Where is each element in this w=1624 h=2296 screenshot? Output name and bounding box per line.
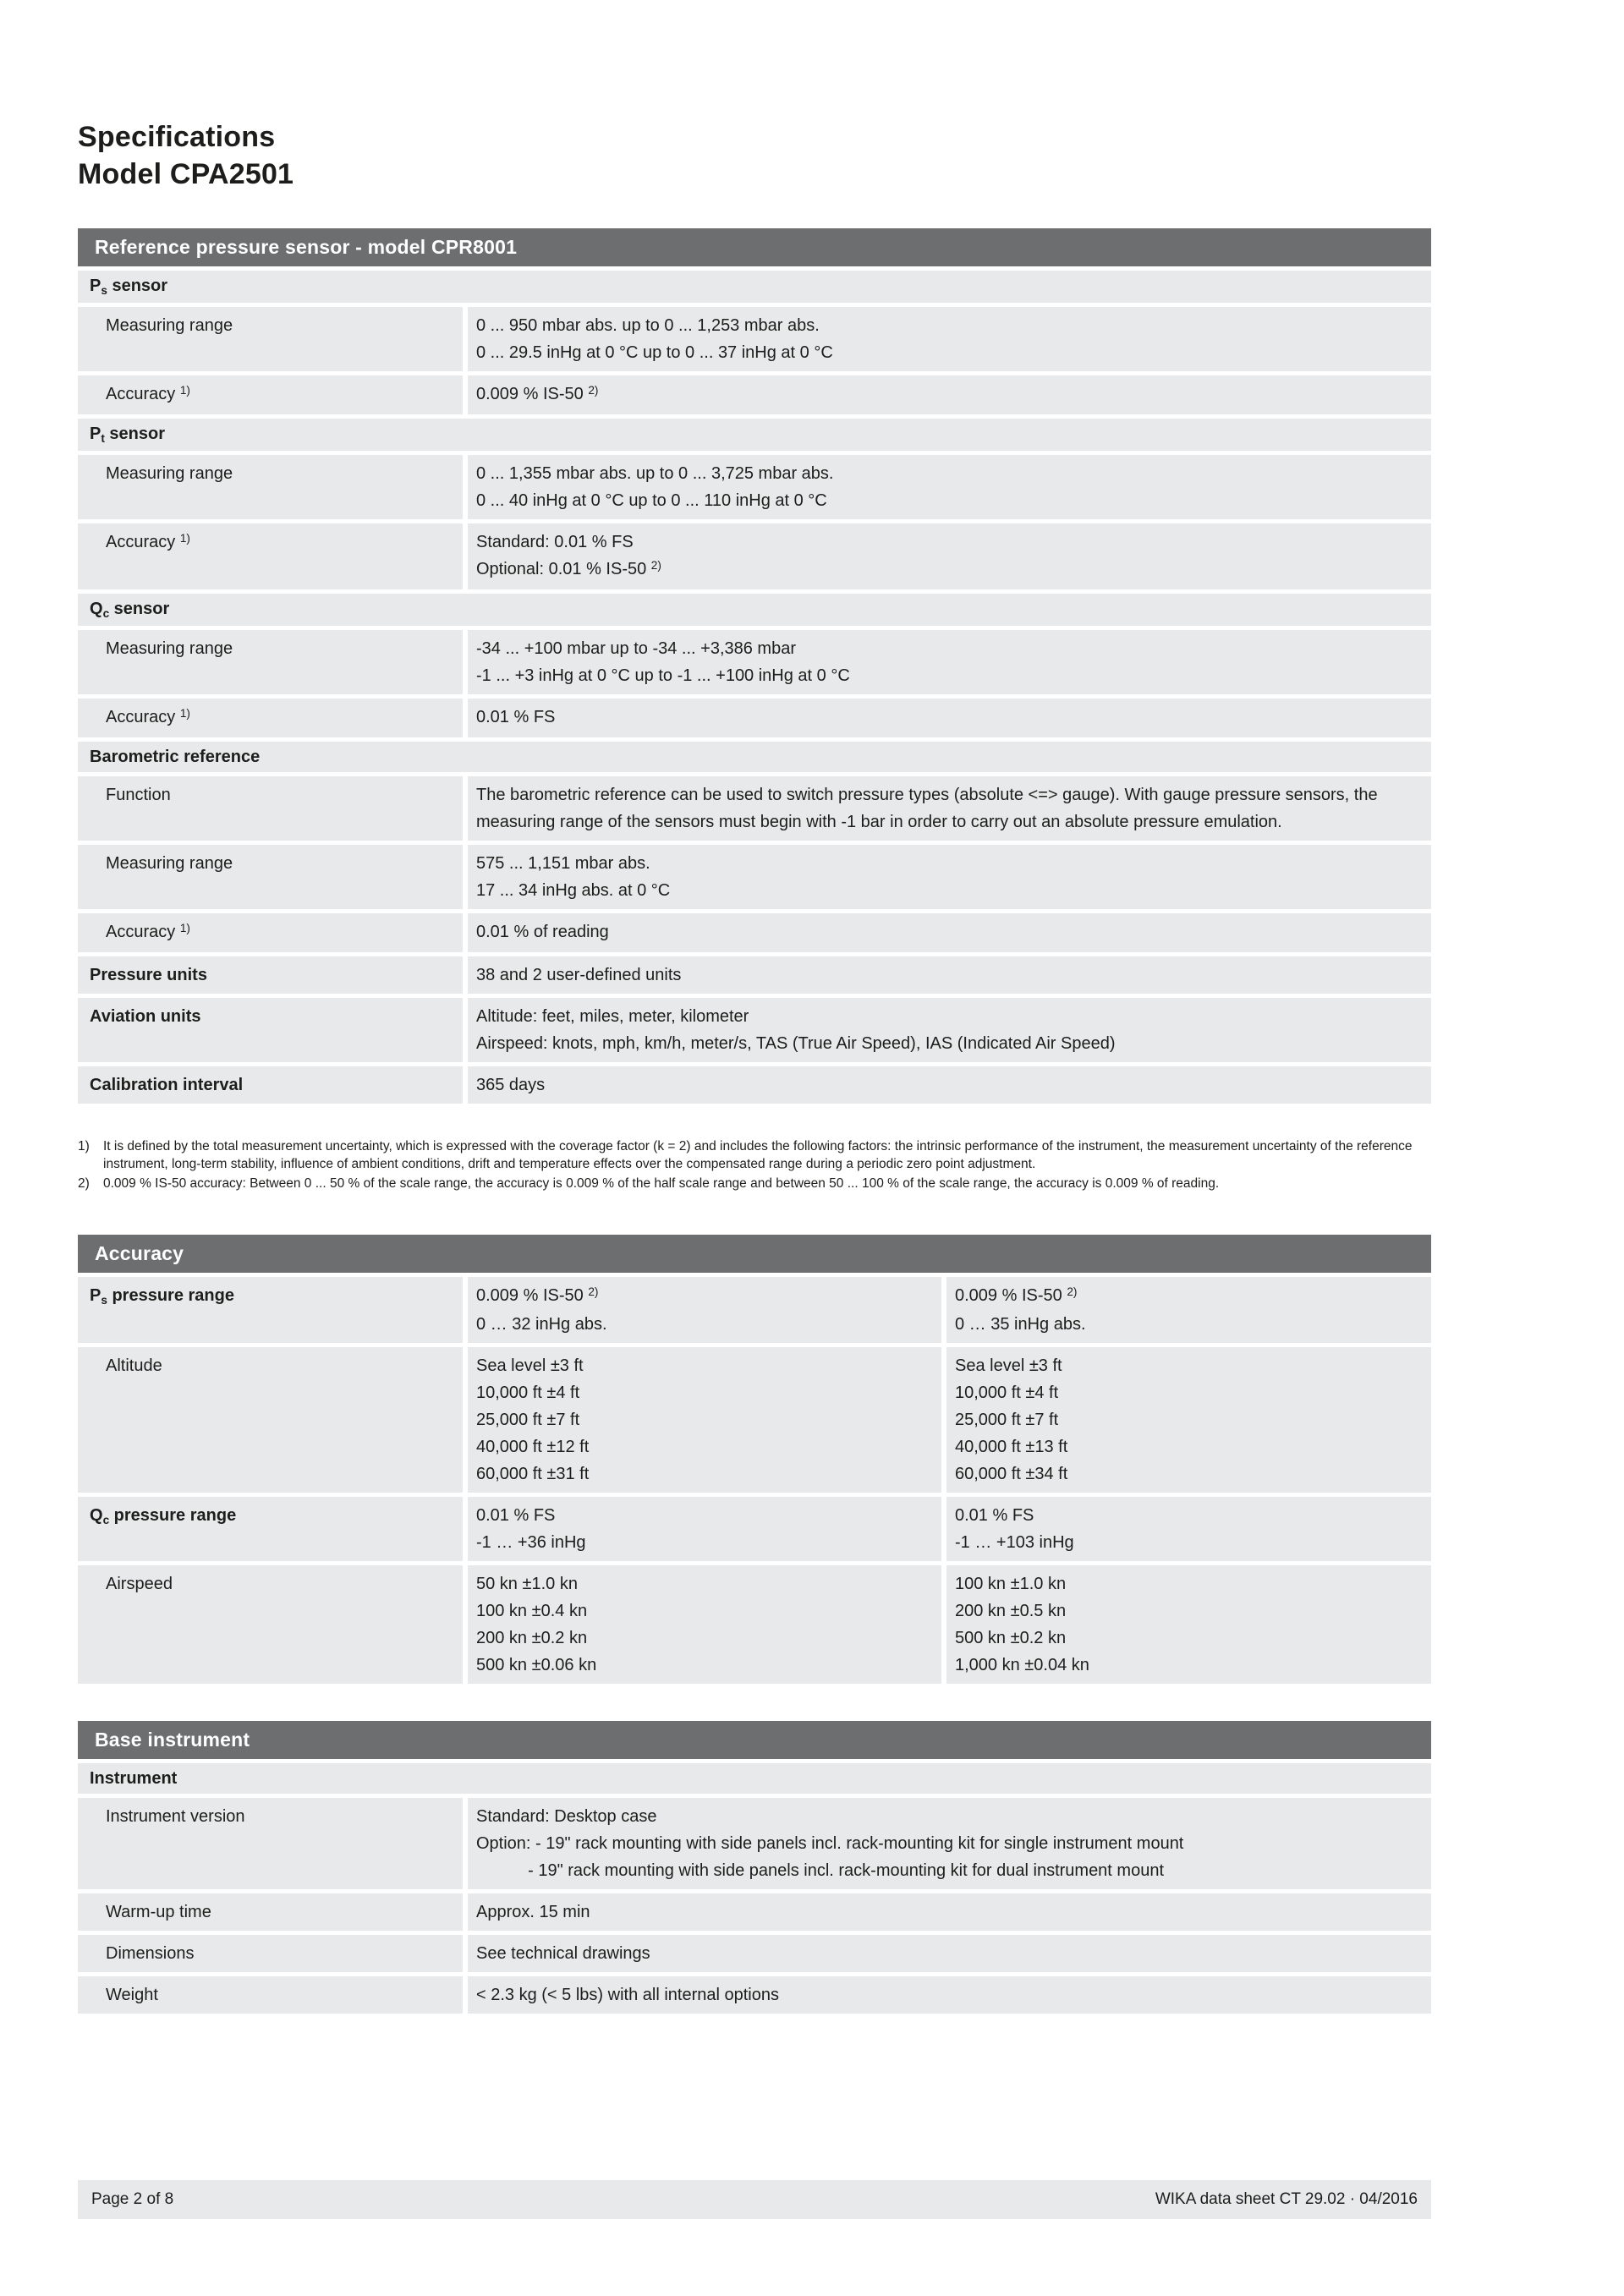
spec-value: < 2.3 kg (< 5 lbs) with all internal options [468,1976,1431,2014]
spec-label: Accuracy $^{1)}$ [78,699,463,737]
spec-value: 0 ... 950 mbar abs. up to 0 ... 1,253 mbar abs. 0 ... 29.5 inHg at 0 °C up to 0 ... 37 inHg at 0 °C [468,307,1431,371]
footnote-text: 0.009 % IS-50 accuracy: Between 0 ... 50 % of the scale range, the accuracy is 0.009 % of the half scale range and between 50 ... 100 % of the scale range, the accuracy is 0.009 % of reading. [103,1176,1220,1192]
table-row [78,1893,1431,1931]
spec-value: The barometric reference can be used to switch pressure types (absolute <=> gauge). With gauge pressure sensors, the measuring range of the sensors must begin with -1 bar in order to carry out an absolute pressure emulation. [468,776,1431,841]
table-row [78,1066,1431,1104]
spec-label: Accuracy $^{1)}$ [78,523,463,589]
spec-value: 0.01 % of reading [468,913,1431,952]
table-section-row [78,419,1431,451]
spec-label: Measuring range [78,307,463,371]
section-label: Barometric reference [78,742,1431,772]
spec-value: See technical drawings [468,1935,1431,1972]
table-section-row [78,594,1431,626]
table-row [78,1497,1431,1561]
table-row [78,1976,1431,2014]
spec-label: Measuring range [78,630,463,694]
footnote [78,1175,1431,1192]
spec-value: 0.009 % IS-50 $^{2)}$ 0 … 35 inHg abs. [946,1277,1431,1343]
section-label: $P_t$ sensor [78,419,1431,451]
spec-label: Calibration interval [78,1066,463,1104]
spec-value: 0.009 % IS-50 $^{2)}$ 0 … 32 inHg abs. [468,1277,941,1343]
footnote-text: It is defined by the total measurement uncertainty, which is expressed with the coverage factor (k = 2) and includes the following factors: the intrinsic performance of the instrument, the measurement uncertainty of the reference instrument, long-term stability, influence of ambient conditions, drift and temperature effects over the compensated range during a periodic zero point adjustment. [103,1139,1413,1172]
spec-value: -34 ... +100 mbar up to -34 ... +3,386 mbar -1 ... +3 inHg at 0 °C up to -1 ... +100 inHg at 0 °C [468,630,1431,694]
spec-value: Altitude: feet, miles, meter, kilometer Airspeed: knots, mph, km/h, meter/s, TAS (True Air Speed), IAS (Indicated Air Speed) [468,998,1431,1062]
section-label: $P_s$ sensor [78,271,1431,303]
spec-value: 0.009 % IS-50 $^{2)}$ [468,375,1431,414]
section-label: Instrument [78,1763,1431,1794]
spec-value: 0 ... 1,355 mbar abs. up to 0 ... 3,725 mbar abs. 0 ... 40 inHg at 0 °C up to 0 ... 110 inHg at 0 °C [468,455,1431,519]
page-footer [78,2180,1431,2219]
spec-value: Approx. 15 min [468,1893,1431,1931]
spec-label: Pressure units [78,956,463,994]
spec-table-reference-pressure-sensor [78,228,1431,1104]
table-row [78,307,1431,371]
spec-value: 38 and 2 user-defined units [468,956,1431,994]
spec-value: 0.01 % FS -1 … +36 inHg [468,1497,941,1561]
table-row [78,956,1431,994]
spec-label: Function [78,776,463,841]
table-row [78,776,1431,841]
spec-label: Accuracy $^{1)}$ [78,913,463,952]
table-row [78,1935,1431,1972]
spec-value: 0.01 % FS [468,699,1431,737]
spec-value: 100 kn ±1.0 kn 200 kn ±0.5 kn 500 kn ±0.2 kn 1,000 kn ±0.04 kn [946,1565,1431,1684]
table-row [78,375,1431,414]
spec-label: Measuring range [78,455,463,519]
spec-label: Warm-up time [78,1893,463,1931]
spec-value: 575 ... 1,151 mbar abs. 17 ... 34 inHg abs. at 0 °C [468,845,1431,909]
spec-table-accuracy [78,1235,1431,1684]
spec-value: Standard: 0.01 % FS Optional: 0.01 % IS-50 $^{2)}$ [468,523,1431,589]
page-title-line1: Specifications [78,121,276,153]
table-row [78,699,1431,737]
page-number: Page 2 of 8 [91,2190,174,2208]
datasheet-reference: WIKA data sheet CT 29.02 · 04/2016 [1155,2190,1418,2208]
page-content [78,118,1431,2014]
spec-value: Sea level ±3 ft 10,000 ft ±4 ft 25,000 ft ±7 ft 40,000 ft ±13 ft 60,000 ft ±34 ft [946,1347,1431,1493]
footnote-marker: 1) [78,1139,90,1154]
spec-label: $Q_c$ pressure range [78,1497,463,1561]
spec-label: Instrument version [78,1798,463,1889]
table-row [78,1798,1431,1889]
spec-label: Altitude [78,1347,463,1493]
table-section-row [78,1763,1431,1794]
page-title [78,118,1431,193]
table-row [78,1565,1431,1684]
spec-label: $P_s$ pressure range [78,1277,463,1343]
spec-label: Dimensions [78,1935,463,1972]
spec-label: Weight [78,1976,463,2014]
table-row [78,913,1431,952]
spec-value: Sea level ±3 ft 10,000 ft ±4 ft 25,000 ft ±7 ft 40,000 ft ±12 ft 60,000 ft ±31 ft [468,1347,941,1493]
table-row [78,523,1431,589]
table-header: Accuracy [78,1235,1431,1273]
table-row [78,845,1431,909]
table-row [78,998,1431,1062]
table-row [78,455,1431,519]
spec-label: Accuracy $^{1)}$ [78,375,463,414]
spec-value: 365 days [468,1066,1431,1104]
page-title-line2: Model CPA2501 [78,158,294,191]
table-row [78,1347,1431,1493]
table-row [78,1277,1431,1343]
table-row [78,630,1431,694]
footnotes [78,1137,1431,1192]
footnote [78,1137,1431,1173]
spec-value: 0.01 % FS -1 … +103 inHg [946,1497,1431,1561]
table-header: Base instrument [78,1721,1431,1759]
spec-table-base-instrument [78,1721,1431,2014]
table-section-row [78,271,1431,303]
table-header: Reference pressure sensor - model CPR8001 [78,228,1431,266]
spec-label: Measuring range [78,845,463,909]
footnote-marker: 2) [78,1176,90,1192]
spec-label: Aviation units [78,998,463,1062]
spec-value: Standard: Desktop case Option: - 19" rack mounting with side panels incl. rack-mounting kit for single instrument mount - 19" rack mounting with side panels incl. rack-mounting kit for dual instrument mount [468,1798,1431,1889]
spec-value: 50 kn ±1.0 kn 100 kn ±0.4 kn 200 kn ±0.2 kn 500 kn ±0.06 kn [468,1565,941,1684]
section-label: $Q_c$ sensor [78,594,1431,626]
table-section-row [78,742,1431,772]
spec-label: Airspeed [78,1565,463,1684]
